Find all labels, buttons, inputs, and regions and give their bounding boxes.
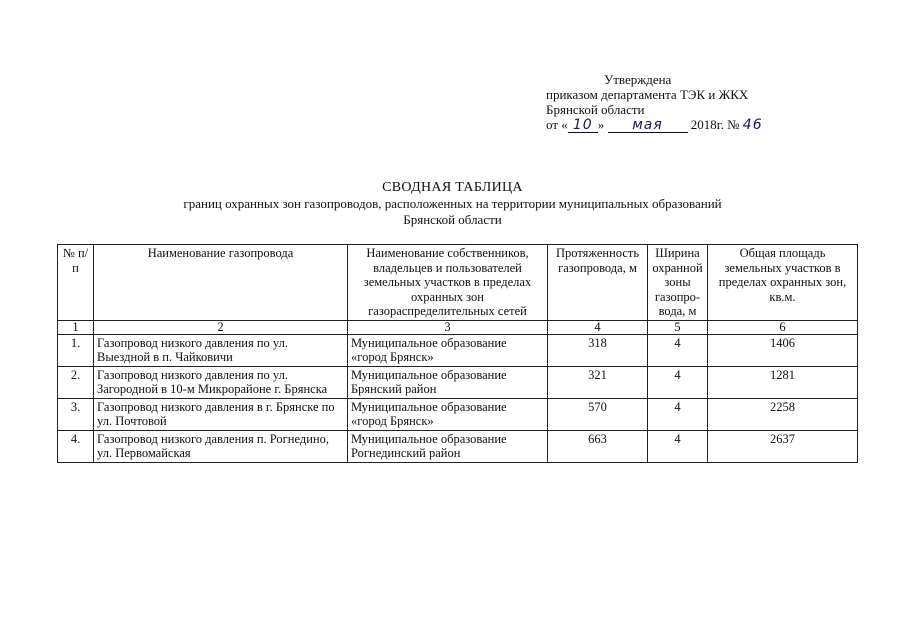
row-owner: Муниципальное образование Брянский район [348, 366, 548, 398]
column-number: 3 [348, 320, 548, 334]
row-area: 1281 [708, 366, 858, 398]
approval-day: 10 [568, 119, 598, 133]
approval-number: 46 [742, 117, 763, 133]
approval-quote-close: » [597, 117, 605, 132]
approval-number-label: № [727, 117, 740, 132]
row-area: 2258 [708, 398, 858, 430]
approval-month: мая [608, 119, 688, 133]
row-number: 4. [58, 430, 94, 462]
header-number: № п/п [58, 245, 94, 321]
row-length: 318 [548, 334, 648, 366]
column-number: 5 [648, 320, 708, 334]
row-owner: Муниципальное образование «город Брянск» [348, 334, 548, 366]
row-zone-width: 4 [648, 366, 708, 398]
column-number-row [58, 320, 858, 334]
column-number: 4 [548, 320, 648, 334]
approval-date-line [546, 117, 846, 133]
document-heading [0, 180, 905, 228]
row-number: 3. [58, 398, 94, 430]
row-length: 570 [548, 398, 648, 430]
row-zone-width: 4 [648, 430, 708, 462]
table-header-row [58, 245, 858, 321]
table-row [58, 366, 858, 398]
column-number: 2 [94, 320, 348, 334]
table-row [58, 430, 858, 462]
row-zone-width: 4 [648, 398, 708, 430]
approval-line-region: Брянской области [546, 102, 645, 117]
row-pipeline-name: Газопровод низкого давления п. Рогнедино, ул. Первомайская [94, 430, 348, 462]
header-pipeline-name: Наименование газопровода [94, 245, 348, 321]
row-pipeline-name: Газопровод низкого давления в г. Брянске по ул. Почтовой [94, 398, 348, 430]
header-total-area: Общая площадь земельных участков в пределах охранных зон, кв.м. [708, 245, 858, 321]
row-length: 663 [548, 430, 648, 462]
row-number: 1. [58, 334, 94, 366]
row-pipeline-name: Газопровод низкого давления по ул. Загородной в 10-м Микрорайоне г. Брянска [94, 366, 348, 398]
row-pipeline-name: Газопровод низкого давления по ул. Выездной в п. Чайковичи [94, 334, 348, 366]
document-subtitle-line2: Брянской области [403, 212, 502, 227]
row-length: 321 [548, 366, 648, 398]
header-length: Протяженность газопровода, м [548, 245, 648, 321]
table-row [58, 398, 858, 430]
approval-block [546, 72, 846, 133]
header-zone-width: Ширина охранной зоны газопро-вода, м [648, 245, 708, 321]
row-zone-width: 4 [648, 334, 708, 366]
approval-line-order: приказом департамента ТЭК и ЖКХ [546, 87, 749, 102]
row-number: 2. [58, 366, 94, 398]
approval-title: Утверждена [604, 72, 672, 87]
column-number: 1 [58, 320, 94, 334]
document-subtitle-line1: границ охранных зон газопроводов, расположенных на территории муниципальных образований [183, 196, 722, 211]
table-row [58, 334, 858, 366]
row-area: 1406 [708, 334, 858, 366]
approval-year: 2018г. [690, 117, 724, 132]
column-number: 6 [708, 320, 858, 334]
row-area: 2637 [708, 430, 858, 462]
header-owners: Наименование собственников, владельцев и пользователей земельных участков в пределах охранных зон газораспределительных сетей [348, 245, 548, 321]
protection-zones-table [57, 244, 858, 463]
approval-from-label: от « [546, 117, 568, 132]
document-title: СВОДНАЯ ТАБЛИЦА [382, 180, 523, 195]
row-owner: Муниципальное образование Рогнединский район [348, 430, 548, 462]
row-owner: Муниципальное образование «город Брянск» [348, 398, 548, 430]
